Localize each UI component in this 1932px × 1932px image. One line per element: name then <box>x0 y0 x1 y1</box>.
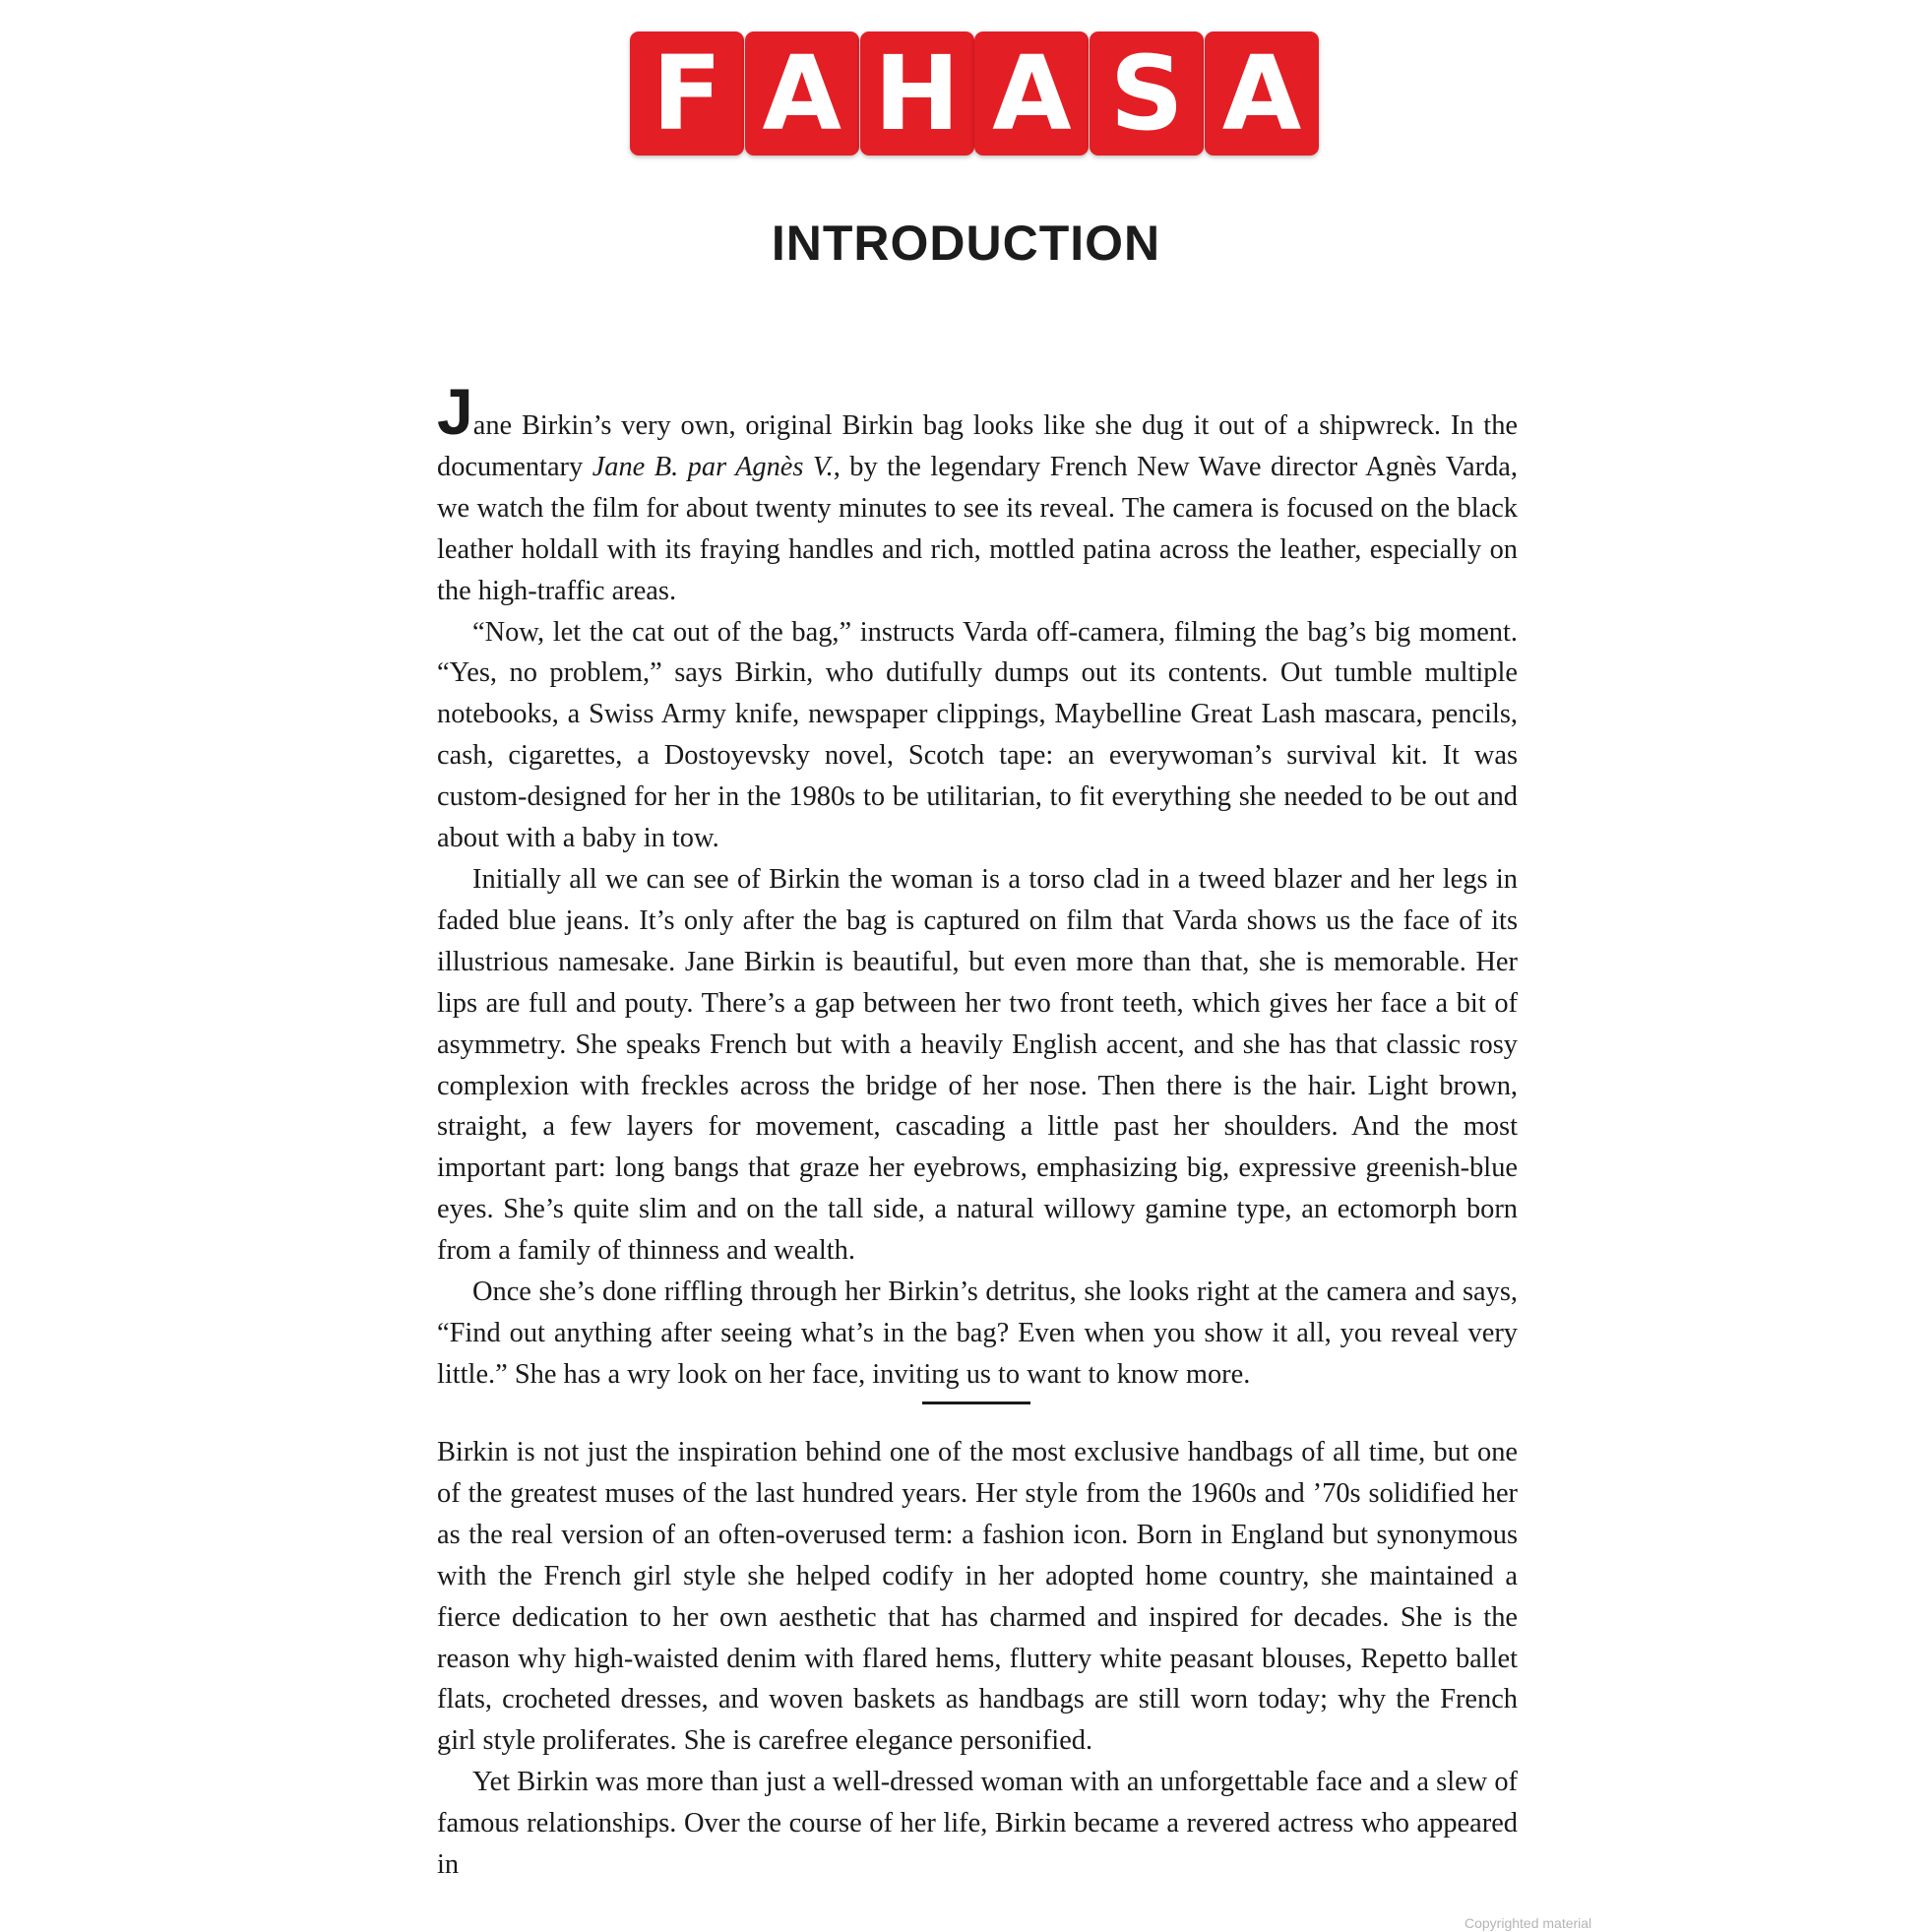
paragraph-text: Once she’s done riffling through her Birkin’s detritus, she looks right at the camera and says, “Find out anything after seeing what’s in the bag? Even when you show it all, you reveal very little.” She has a wry look on her face, inviting us to want to know more. <box>437 1277 1518 1390</box>
body-paragraph <box>437 375 1518 612</box>
logo-letter-tile: F <box>630 31 744 156</box>
paragraph-text: Yet Birkin was more than just a well-dressed woman with an unforgettable face and a slew of famous relationships. Over the course of her life, Birkin became a revered actress who appeared in <box>437 1767 1518 1881</box>
body-paragraph <box>437 1272 1518 1396</box>
paragraph-text: Birkin is not just the inspiration behind one of the most exclusive handbags of all time, but one of the greatest muses of the last hundred years. Her style from the 1960s and ’70s solidified her as the real version of an often-overused term: a fashion icon. Born in England but synonymous with the French girl style she helped codify in her adopted home country, she maintained a fierce dedication to her own aesthetic that has charmed and inspired for decades. She is the reason why high-waisted denim with flared hems, fluttery white peasant blouses, Repetto ballet flats, crocheted dresses, and woven baskets as handbags are still worn today; why the French girl style proliferates. She is carefree elegance personified. <box>437 1437 1518 1757</box>
logo-letter-tile: S <box>1090 31 1204 156</box>
body-paragraph <box>437 859 1518 1272</box>
paragraph-text: Initially all we can see of Birkin the woman is a torso clad in a tweed blazer and her legs in faded blue jeans. It’s only after the bag is captured on film that Varda shows us the face of its illustrious namesake. Jane Birkin is beautiful, but even more than that, she is memorable. Her lips are full and pouty. There’s a gap between her two front teeth, which gives her face a bit of asymmetry. She speaks French but with a heavily English accent, and she has that classic rosy complexion with freckles across the bridge of her nose. Then there is the hair. Light brown, straight, a few layers for movement, cascading a little past her shoulders. And the most important part: long bangs that graze her eyebrows, emphasizing big, expressive greenish-blue eyes. She’s quite slim and on the tall side, a natural willowy gamine type, an ectomorph born from a family of thinness and wealth. <box>437 863 1518 1267</box>
second-section <box>437 1432 1518 1886</box>
paragraph-text: ane Birkin’s very own, original Birkin bag looks like she dug it out of a shipwreck. In the documentary <box>437 410 1518 482</box>
body-paragraph <box>437 1762 1518 1886</box>
copyright-watermark: Copyrighted material <box>1465 1915 1592 1931</box>
logo-letter-tile: A <box>745 31 859 156</box>
drop-cap: J <box>437 375 473 448</box>
paragraph-text: , by the legendary French New Wave director Agnès Varda, we watch the film for about twenty minutes to see its reveal. The camera is focused on the black leather holdall with its fraying handles and rich, mottled patina across the leather, especially on the high-traffic areas. <box>437 451 1518 606</box>
logo-letter-tile: A <box>974 31 1089 156</box>
fahasa-logo <box>630 31 1319 156</box>
chapter-heading: INTRODUCTION <box>771 216 1161 271</box>
logo-letter-tile: A <box>1205 31 1319 156</box>
italic-title-text: Jane B. par Agnès V. <box>592 451 834 482</box>
intro-section <box>437 375 1518 1396</box>
body-paragraph <box>437 612 1518 859</box>
body-paragraph <box>437 1432 1518 1762</box>
logo-letter-tile: H <box>860 31 974 156</box>
paragraph-text: “Now, let the cat out of the bag,” instructs Varda off-camera, filming the bag’s big moment. “Yes, no problem,” says Birkin, who dutifully dumps out its contents. Out tumble multiple notebooks, a Swiss Army knife, newspaper clippings, Maybelline Great Lash mascara, pencils, cash, cigarettes, a Dostoyevsky novel, Scotch tape: an everywoman’s survival kit. It was custom-designed for her in the 1980s to be utilitarian, to fit everything she needed to be out and about with a baby in tow. <box>437 616 1518 854</box>
section-divider <box>922 1402 1030 1404</box>
